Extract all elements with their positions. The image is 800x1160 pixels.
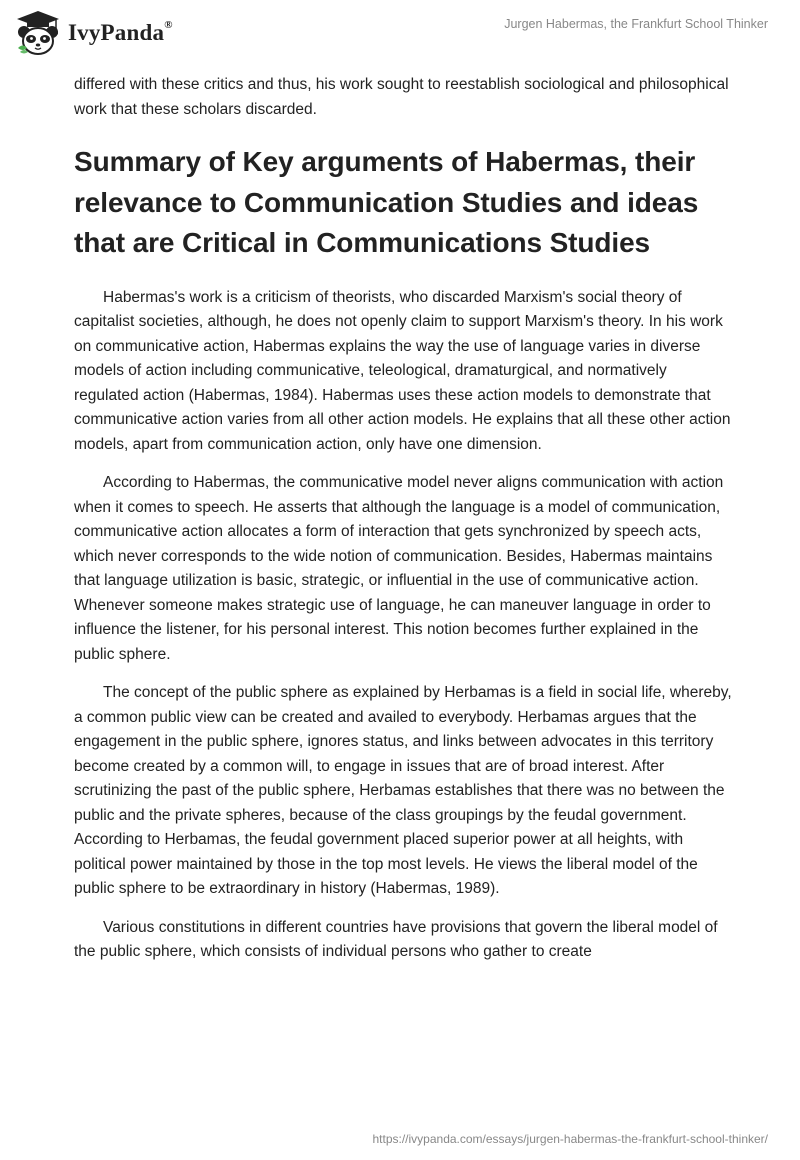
body-paragraph: According to Habermas, the communicative model never aligns communication with action when it comes to speech. He asserts that although the language is a model of communication, communicative action allocates a form of interaction that gets synchronized by speech acts, which never corresponds to the wide notion of communication. Besides, Habermas maintains that language utilization is basic, strategic, or influential in the use of communicative action. Whenever someone makes strategic use of language, he can maneuver language in order to influence the listener, for his personal interest. This notion becomes further explained in the public sphere. xyxy=(74,474,724,663)
logo-wordmark: IvyPanda® xyxy=(68,19,173,45)
ivypanda-logo[interactable] xyxy=(14,10,173,56)
essay-content xyxy=(74,73,734,979)
body-paragraph: Habermas's work is a criticism of theorists, who discarded Marxism's social theory of capitalist societies, although, he does not openly claim to support Marxism's theory. In his work on communicative action, Habermas explains the way the use of language varies in diverse models of action including communicative, teleological, dramaturgical, and normatively regulated action (Habermas, 1984). Habermas uses these action models to demonstrate that communicative action varies from all other action models. He explains that all these other action models, apart from communication action, only have one dimension. xyxy=(74,288,731,453)
panda-graduate-icon xyxy=(14,10,62,56)
page-header xyxy=(0,0,800,64)
section-heading: Summary of Key arguments of Habermas, their relevance to Communication Studies and ideas that are Critical in Communications Studies xyxy=(74,146,699,258)
source-url[interactable]: https://ivypanda.com/essays/jurgen-habermas-the-frankfurt-school-thinker/ xyxy=(372,1132,768,1146)
body-paragraph: The concept of the public sphere as explained by Herbamas is a field in social life, whereby, a common public view can be created and availed to everybody. Herbamas argues that the engagement in the public sphere, ignores status, and links between advocates in this territory become created by a common will, to engage in issues that are of broad interest. After scrutinizing the past of the public sphere, Herbamas establishes that there was no between the public and the private spheres, because of the class groupings by the feudal government. According to Herbamas, the feudal government placed superior power at all heights, with political power maintained by those in the top most levels. He views the liberal model of the public sphere to be extraordinary in history (Habermas, 1989). xyxy=(74,684,732,897)
document-title: Jurgen Habermas, the Frankfurt School Thinker xyxy=(504,17,768,31)
intro-paragraph: differed with these critics and thus, his work sought to reestablish sociological and philosophical work that these scholars discarded. xyxy=(74,76,729,118)
body-paragraph: Various constitutions in different countries have provisions that govern the liberal model of the public sphere, which consists of individual persons who gather to create xyxy=(74,918,718,960)
